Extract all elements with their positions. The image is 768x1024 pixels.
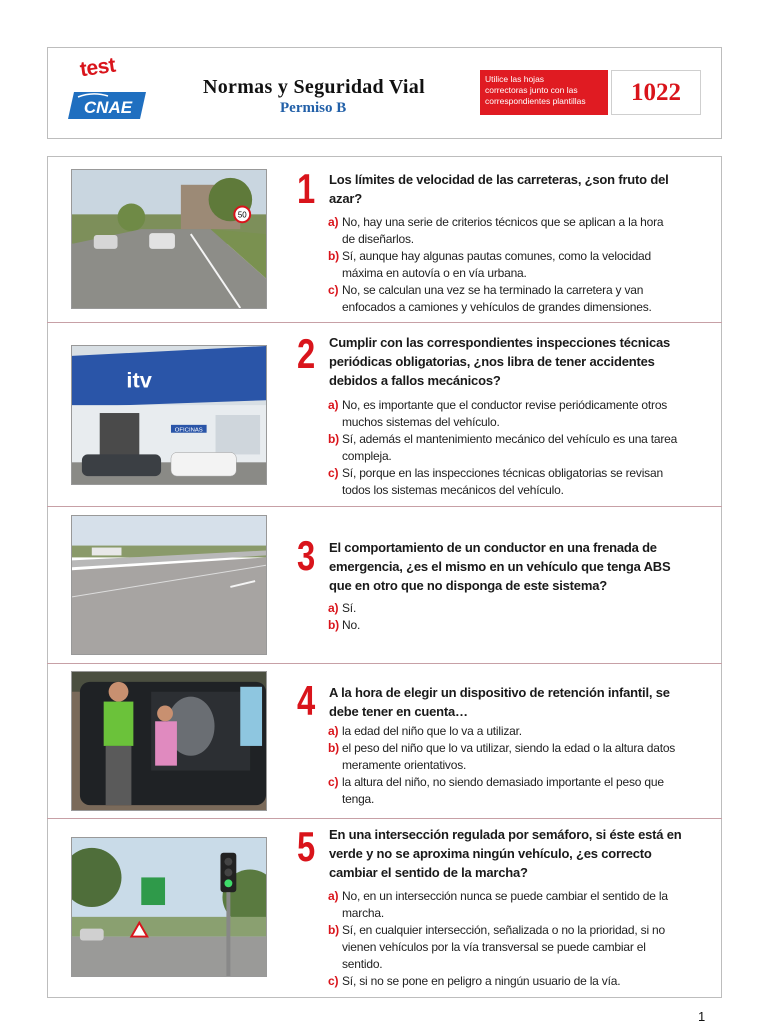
logo-test-text: test (78, 53, 117, 82)
answer-list (328, 600, 713, 634)
answer-b: b) Sí, en cualquier intersección, señalizada o no la prioridad, si no vienen vehículos por la vía transversal se puede cambiar el sentido. (328, 923, 665, 971)
question-text-line: Los límites de velocidad de las carreteras, ¿son fruto del (329, 172, 669, 187)
notice-box (480, 70, 608, 115)
cnae-logo (68, 92, 146, 119)
answer-list (328, 888, 713, 990)
answer-b: b) Sí, aunque hay algunas pautas comunes, como la velocidad máxima en autovía o en vía urbana. (328, 249, 652, 280)
question-number: 5 (297, 823, 316, 870)
notice-line: Utilice las hojas (485, 74, 545, 84)
question-1-photo (71, 169, 267, 309)
answer-c: c) Sí, porque en las inspecciones técnicas obligatorias se revisan todos los sistemas mecánicos del vehículo. (328, 466, 663, 497)
question-text-line: verde y no se aproxima ningún vehículo, ¿es correcto (329, 846, 652, 861)
speed-sign-text: 50 (237, 210, 247, 220)
page-subtitle: Permiso B (280, 100, 347, 116)
question-text (329, 538, 709, 595)
page-number: 1 (698, 1009, 706, 1024)
question-text-line: periódicas obligatorias, ¿nos libra de tener accidentes (329, 354, 655, 369)
question-text-line: A la hora de elegir un dispositivo de retención infantil, se (329, 685, 670, 700)
question-text-line: debidos a fallos mecánicos? (329, 373, 501, 388)
answer-a: a) No, en un intersección nunca se puede cambiar el sentido de la marcha. (328, 889, 668, 920)
question-3-photo (71, 515, 267, 655)
page-title: Normas y Seguridad Vial (203, 76, 425, 98)
question-2-photo (71, 345, 267, 485)
answer-a: a) Sí. (328, 601, 357, 615)
question-text (329, 683, 709, 721)
logo-cnae-text: CNAE (83, 98, 133, 117)
question-text-line: Cumplir con las correspondientes inspecciones técnicas (329, 335, 671, 350)
notice-line: correspondientes plantillas (485, 96, 586, 106)
question-4 (47, 663, 722, 818)
question-text-line: emergencia, ¿es el mismo en un vehículo que tenga ABS (329, 559, 671, 574)
answer-list (328, 214, 713, 316)
question-1 (47, 156, 722, 322)
itv-sign-text: itv (126, 367, 152, 393)
question-text-line: En una intersección regulada por semáforo, si éste está en (329, 827, 682, 842)
question-number: 2 (297, 330, 316, 377)
answer-list (328, 397, 713, 499)
document-header (47, 47, 722, 139)
oficinas-sign-text: OFICINAS (174, 427, 203, 434)
question-text-line: debe tener en cuenta… (329, 704, 468, 719)
question-4-photo (71, 671, 267, 811)
answer-a: a) la edad del niño que lo va a utilizar. (328, 724, 522, 738)
question-text-line: azar? (329, 191, 362, 206)
answer-b: b) el peso del niño que lo va utilizar, siendo la edad o la altura datos meramente orientativos. (328, 741, 676, 772)
question-text-line: que en otro que no disponga de este sistema? (329, 578, 607, 593)
notice-line: correctoras junto con las (485, 85, 578, 95)
question-number: 1 (297, 165, 316, 212)
question-3 (47, 506, 722, 663)
answer-c: c) No, se calculan una vez se ha terminado la carretera y van enfocados a camiones y vehículos de grandes dimensiones. (328, 283, 652, 314)
question-text-line: cambiar el sentido de la marcha? (329, 865, 528, 880)
answer-b: b) Sí, además el mantenimiento mecánico del vehículo es una tarea compleja. (328, 432, 678, 463)
answer-list (328, 723, 713, 808)
question-2 (47, 322, 722, 506)
question-5-photo (71, 837, 267, 977)
question-5 (47, 818, 722, 998)
question-number: 4 (297, 677, 316, 724)
answer-a: a) No, hay una serie de criterios técnicos que se aplican a la hora de diseñarlos. (328, 215, 664, 246)
question-text (329, 170, 709, 208)
question-text (329, 825, 709, 882)
question-number: 3 (297, 532, 316, 579)
answer-c: c) Sí, si no se pone en peligro a ningún usuario de la vía. (328, 974, 621, 988)
answer-b: b) No. (328, 618, 361, 632)
test-code: 1022 (611, 70, 701, 115)
answer-c: c) la altura del niño, no siendo demasiado importante el peso que tenga. (328, 775, 664, 806)
answer-a: a) No, es importante que el conductor revise periódicamente otros muchos sistemas del vehículo. (328, 398, 668, 429)
question-text (329, 333, 709, 390)
question-text-line: El comportamiento de un conductor en una frenada de (329, 540, 657, 555)
